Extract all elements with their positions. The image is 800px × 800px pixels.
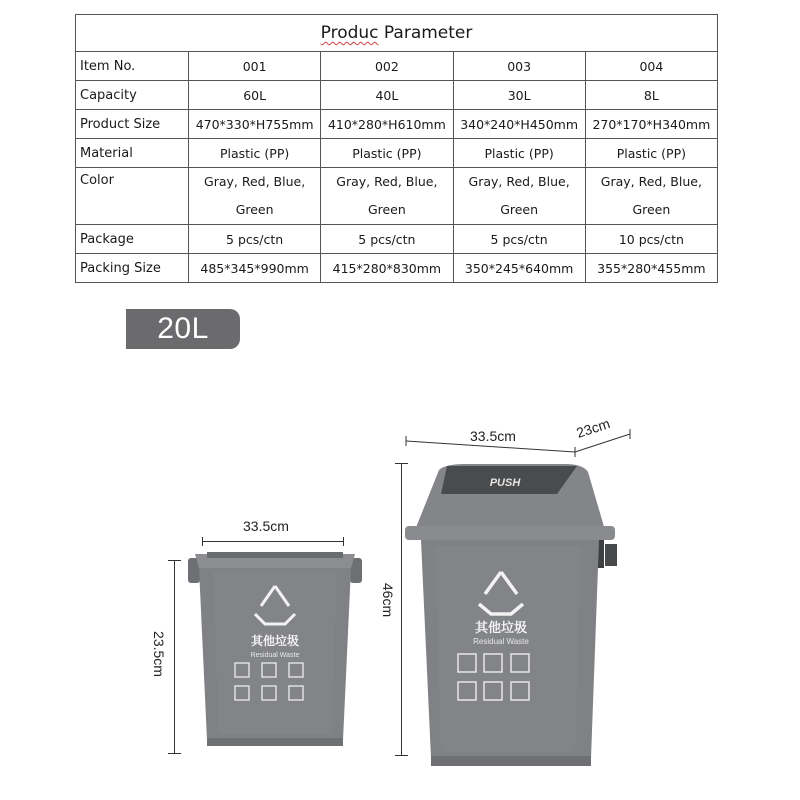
cell: 350*245*640mm	[453, 254, 585, 283]
small-bin-height-line	[174, 560, 175, 753]
cell: Plastic (PP)	[189, 139, 321, 168]
table-title-prefix: Produc	[320, 23, 379, 43]
cell: 410*280*H610mm	[321, 110, 453, 139]
small-bin-width-line	[202, 541, 344, 542]
lid-push-label: PUSH	[489, 477, 521, 489]
cell: 270*170*H340mm	[585, 110, 717, 139]
cell: 5 pcs/ctn	[321, 225, 453, 254]
table-row	[76, 110, 718, 139]
cell: 355*280*455mm	[585, 254, 717, 283]
tick	[202, 537, 203, 546]
cell: Plastic (PP)	[321, 139, 453, 168]
cell: Gray, Red, Blue, Green	[585, 168, 717, 225]
table-row	[76, 168, 718, 225]
large-bin-height-label: 46cm	[380, 582, 397, 618]
cell: 30L	[453, 81, 585, 110]
large-bin-en-label: Residual Waste	[473, 637, 529, 646]
table-row	[76, 52, 718, 81]
large-bin-depth-label: 23cm	[574, 415, 612, 441]
large-bin-cn-label: 其他垃圾	[474, 620, 528, 635]
cell: 10 pcs/ctn	[585, 225, 717, 254]
row-label: Packing Size	[76, 254, 189, 283]
cell: 5 pcs/ctn	[453, 225, 585, 254]
cell: 002	[321, 52, 453, 81]
small-bin-cn-label: 其他垃圾	[250, 634, 300, 648]
row-label: Package	[76, 225, 189, 254]
large-bin-width-label: 33.5cm	[470, 428, 516, 444]
cell: 004	[585, 52, 717, 81]
row-label: Product Size	[76, 110, 189, 139]
cell: 470*330*H755mm	[189, 110, 321, 139]
tick	[343, 537, 344, 546]
small-bin-height-label: 23.5cm	[150, 631, 167, 677]
cell: 340*240*H450mm	[453, 110, 585, 139]
cell: Gray, Red, Blue, Green	[453, 168, 585, 225]
table-title	[76, 15, 718, 52]
row-label: Color	[76, 168, 189, 225]
cell: 001	[189, 52, 321, 81]
table-row	[76, 139, 718, 168]
large-bin-height-line	[401, 463, 402, 755]
small-bin-en-label: Residual Waste	[250, 652, 300, 659]
table-row	[76, 225, 718, 254]
cell: 485*345*990mm	[189, 254, 321, 283]
cell: 8L	[585, 81, 717, 110]
table-row	[76, 254, 718, 283]
large-trash-bin	[405, 460, 620, 770]
capacity-badge: 20L	[126, 309, 240, 349]
tick	[168, 753, 181, 754]
cell: 415*280*830mm	[321, 254, 453, 283]
cell: 003	[453, 52, 585, 81]
row-label: Material	[76, 139, 189, 168]
small-bin-width-label: 33.5cm	[243, 518, 289, 534]
cell: 60L	[189, 81, 321, 110]
cell: Plastic (PP)	[585, 139, 717, 168]
cell: Plastic (PP)	[453, 139, 585, 168]
cell: Gray, Red, Blue, Green	[321, 168, 453, 225]
row-label: Capacity	[76, 81, 189, 110]
tick	[168, 560, 181, 561]
cell: Gray, Red, Blue, Green	[189, 168, 321, 225]
cell: 5 pcs/ctn	[189, 225, 321, 254]
product-parameter-table	[75, 14, 718, 283]
cell: 40L	[321, 81, 453, 110]
row-label: Item No.	[76, 52, 189, 81]
table-row	[76, 81, 718, 110]
table-title-suffix: Parameter	[378, 23, 473, 43]
small-trash-bin	[185, 548, 365, 748]
